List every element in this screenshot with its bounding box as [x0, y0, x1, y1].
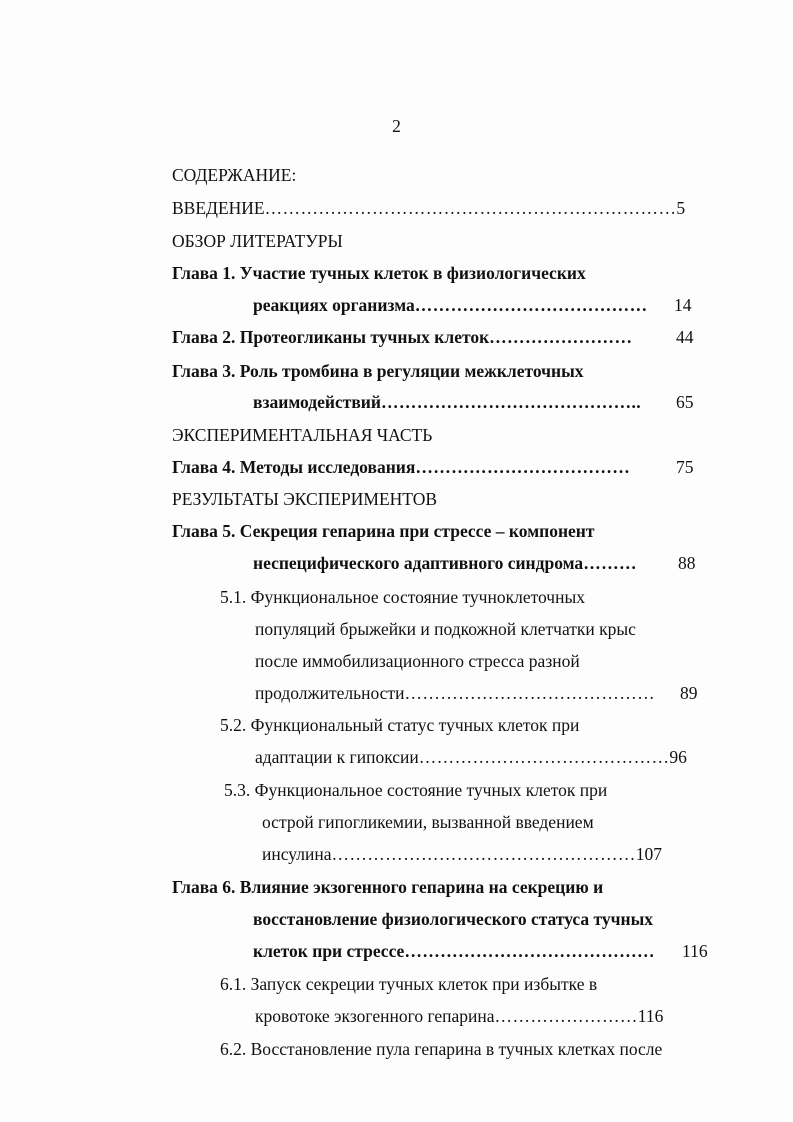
section-heading-results: РЕЗУЛЬТАТЫ ЭКСПЕРИМЕНТОВ — [172, 489, 438, 509]
toc-ch1-line1: Глава 1. Участие тучных клеток в физиологических — [172, 263, 586, 283]
toc-entry-label: неспецифического адаптивного синдрома — [253, 553, 584, 573]
page-number: 2 — [392, 116, 401, 136]
toc-s53-line1: 5.3. Функциональное состояние тучных клеток при — [224, 780, 608, 800]
section-heading-review: ОБЗОР ЛИТЕРАТУРЫ — [172, 231, 343, 251]
toc-s62-line1: 6.2. Восстановление пула гепарина в тучных клетках после — [220, 1039, 663, 1059]
section-heading-experimental: ЭКСПЕРИМЕНТАЛЬНАЯ ЧАСТЬ — [172, 425, 433, 445]
toc-entry-label: адаптации к гипоксии — [255, 747, 419, 767]
toc-entry-label: инсулина — [262, 844, 332, 864]
toc-entry-label: Глава 4. Методы исследования — [172, 457, 416, 477]
toc-entry-intro — [172, 198, 685, 218]
toc-entry-page: 96 — [669, 747, 687, 767]
toc-ch3-page: 65 — [676, 392, 694, 412]
dot-leader: …………………………………….. — [380, 392, 642, 412]
toc-ch2-page: 44 — [676, 327, 694, 347]
toc-entry-label: ВВЕДЕНИЕ — [172, 198, 265, 218]
toc-s61-line2 — [255, 1006, 663, 1026]
toc-ch1-line2 — [253, 295, 647, 315]
toc-ch5-line1: Глава 5. Секреция гепарина при стрессе – компонент — [172, 521, 595, 541]
toc-ch5-line2 — [253, 553, 637, 573]
toc-s53-line3 — [262, 844, 662, 864]
toc-entry-label: Глава 2. Протеогликаны тучных клеток — [172, 327, 490, 347]
dot-leader: …………………………………… — [404, 941, 655, 961]
toc-ch3-line2 — [253, 392, 641, 412]
toc-ch5-page: 88 — [678, 553, 696, 573]
toc-entry-page: 116 — [637, 1006, 664, 1026]
toc-entry-label: продолжительности — [255, 683, 405, 703]
dot-leader: …………………… — [489, 327, 633, 347]
dot-leader: …………………………………… — [404, 683, 656, 703]
toc-entry-label: кровотоке экзогенного гепарина — [255, 1006, 495, 1026]
toc-heading: СОДЕРЖАНИЕ: — [172, 165, 297, 185]
toc-s51-line1: 5.1. Функциональное состояние тучноклеточных — [220, 587, 585, 607]
toc-s52-line2 — [255, 747, 687, 767]
dot-leader: ………………………………… — [414, 295, 648, 315]
toc-ch1-page: 14 — [674, 295, 692, 315]
dot-leader: ……………………………… — [415, 457, 631, 477]
toc-entry-page: 107 — [635, 844, 663, 864]
toc-s52-line1: 5.2. Функциональный статус тучных клеток при — [220, 715, 580, 735]
toc-entry-label: взаимодействий — [253, 392, 381, 412]
dot-leader: ……… — [583, 553, 637, 573]
toc-entry-label: реакциях организма — [253, 295, 415, 315]
toc-ch6-page: 116 — [682, 941, 708, 961]
toc-s51-line3: после иммобилизационного стресса разной — [255, 651, 580, 671]
toc-ch4-page: 75 — [676, 457, 694, 477]
dot-leader: …………………………………………… — [331, 844, 636, 864]
toc-ch2-line1 — [172, 327, 632, 347]
toc-s53-line2: острой гипогликемии, вызванной введением — [262, 812, 594, 832]
dot-leader: …………………… — [494, 1006, 638, 1026]
dot-leader: …………………………………… — [418, 747, 670, 767]
toc-ch6-line3 — [253, 941, 655, 961]
toc-ch3-line1: Глава 3. Роль тромбина в регуляции межклеточных — [172, 361, 584, 381]
dot-leader: …………………………………………………………… — [264, 198, 677, 218]
toc-entry-label: клеток при стрессе — [253, 941, 405, 961]
toc-s51-line4 — [255, 683, 655, 703]
toc-ch6-line1: Глава 6. Влияние экзогенного гепарина на секрецию и — [172, 877, 604, 897]
toc-s51-line2: популяций брыжейки и подкожной клетчатки крыс — [255, 619, 636, 639]
toc-s51-page: 89 — [680, 683, 698, 703]
toc-ch6-line2: восстановление физиологического статуса тучных — [253, 909, 654, 929]
toc-entry-page: 5 — [676, 198, 686, 218]
toc-s61-line1: 6.1. Запуск секреции тучных клеток при избытке в — [220, 974, 598, 994]
toc-ch4-line1 — [172, 457, 630, 477]
